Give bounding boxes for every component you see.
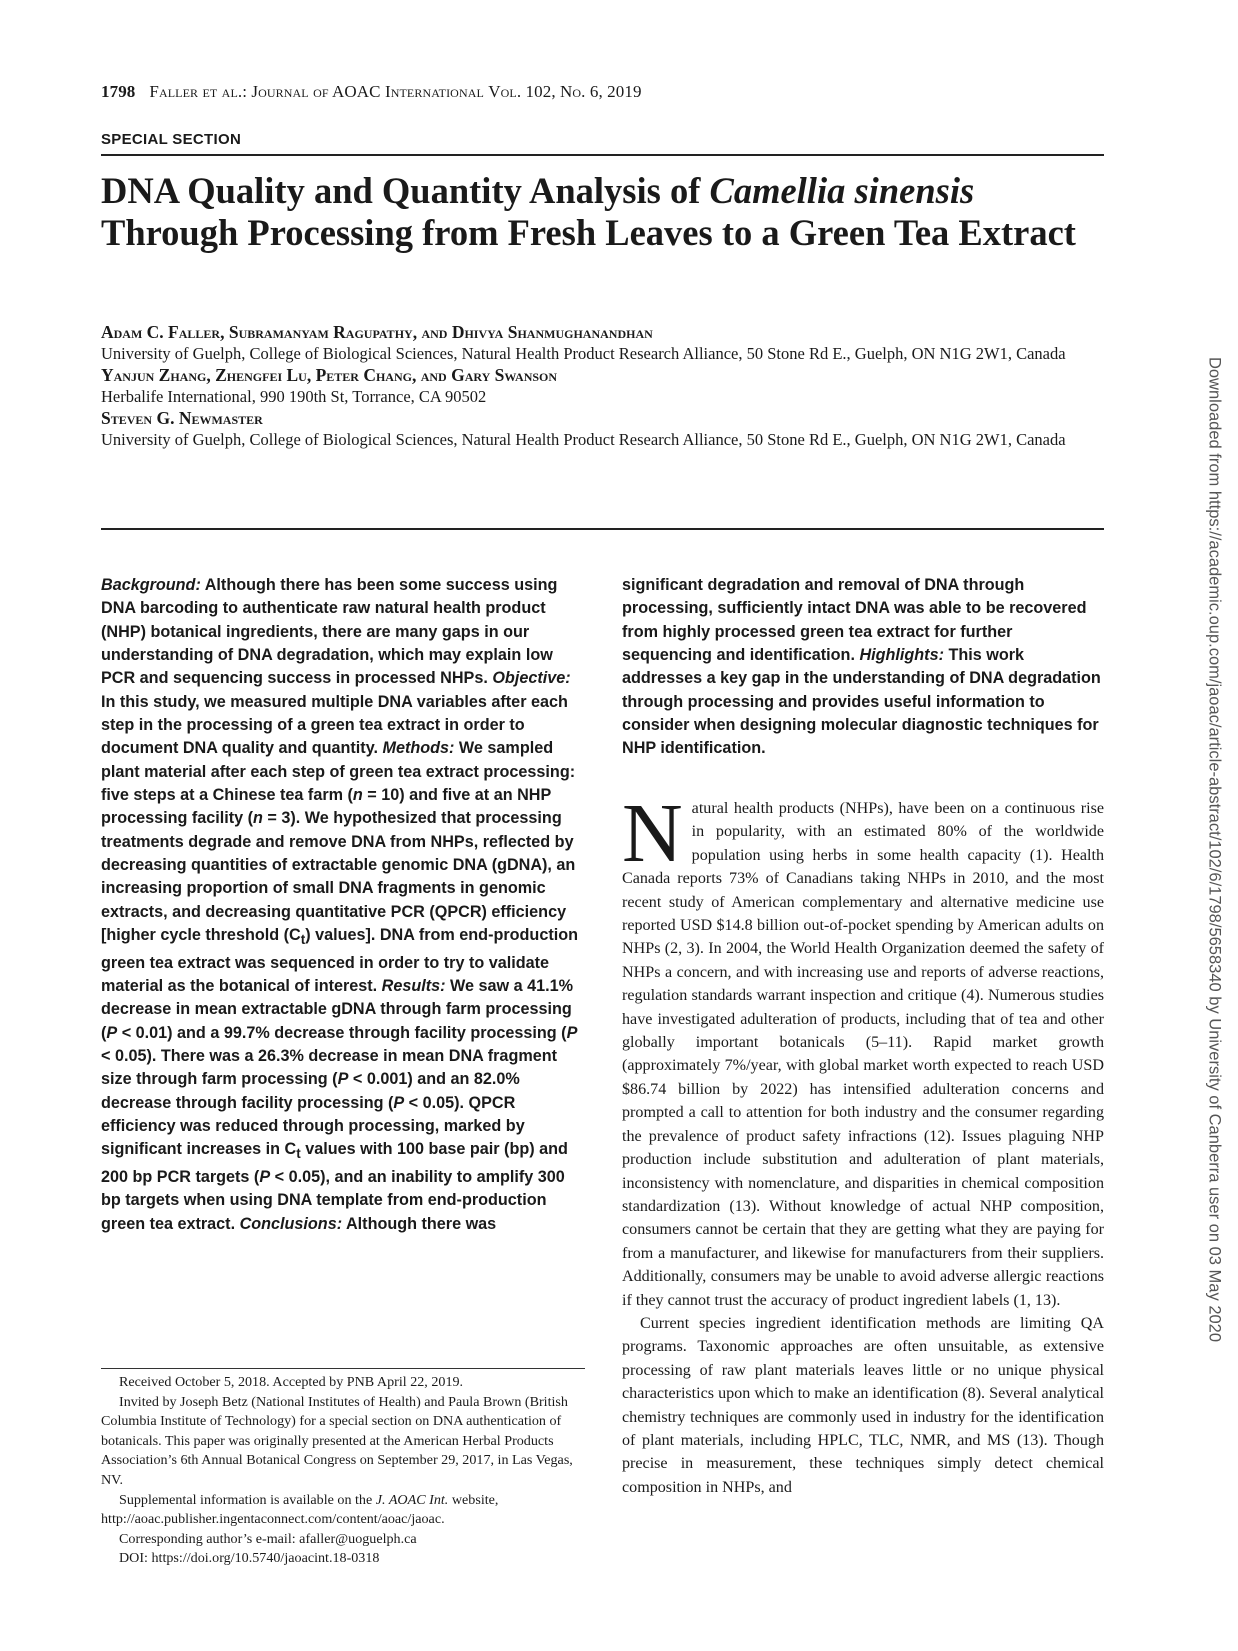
footnote-supplemental-text: Supplemental information is available on the [119,1491,376,1508]
download-notice: Downloaded from https://academic.oup.com/jaoac/article-abstract/102/6/1798/5658340 by University of Canberra user on 03 May 2020 [1205,356,1224,1343]
abstract-objective-label: Objective: [492,669,571,688]
p-symbol: P [337,1070,349,1089]
p-symbol: P [393,1093,405,1112]
footnote-doi[interactable]: DOI: https://doi.org/10.5740/jaoacint.18-0318 [119,1550,380,1567]
body-paragraph-1 [622,787,1104,1312]
footnote-journal: J. AOAC Int. [375,1491,449,1508]
footnote-received: Received October 5, 2018. Accepted by PNB April 22, 2019. [119,1374,464,1390]
section-label: SPECIAL SECTION [101,131,242,148]
author-names-3: Steven G. Newmaster [101,408,263,428]
p-symbol: P [566,1023,578,1042]
body-paragraph-2: Current species ingredient identification methods are limiting QA programs. Taxonomic approaches are often unsuitable, as extensive processing of raw plant materials leaves little or no unique physical characteristics upon which to make an identification (8). Several analytical chemistry techniques are commonly used in industry for the identification of plant materials, including HPLC, TLC, NMR, and MS (13). Though precise in measurement, these techniques simply detect chemical composition in NHPs, and [622,1314,1104,1496]
abstract-results: < 0.05), and an inability to amplify 300 bp targets when using DNA template from end-production green tea extract. [101,1168,565,1233]
abstract-highlights-label: Highlights: [859,646,944,665]
page-number: 1798 [101,82,136,101]
author-names-1: Adam C. Faller, Subramanyam Ragupathy, and Dhivya Shanmughanandhan [101,322,653,342]
abstract-objective: In this study, we measured multiple DNA variables after each step in the processing of a green tea extract in order to document DNA quality and quantity. [101,692,568,758]
drop-cap: N [622,787,683,880]
p-symbol: P [106,1023,118,1042]
abstract-background-label: Background: [101,576,201,594]
section-rule [101,154,1104,156]
ct-subscript: t [300,932,306,948]
running-head-authors: Faller et al. [149,82,243,101]
paragraph-text: atural health products (NHPs), have been on a continuous rise in popularity, with an estimated 80% of the worldwide population using herbs in some health capacity (1). Health Canada reports 73% of Canadians taking NHPs in 2010, and the most recent study of American complementary and alternative medicine use reported USD $14.8 billion out-of-pocket spending by American adults on NHPs (2, 3). In 2004, the World Health Organization deemed the safety of NHPs a concern, and with increasing use and reports of adverse reactions, regulation standards warrant inspection and critique (4). Numerous studies have investigated adulteration of products, including that of tea and other globally important botanicals (5–11). Rapid market growth (approximately 7%/year, with global market worth expected to reach USD $86.74 billion by 2022) has intensified adulteration concerns and prompted a call to attention for both industry and the consumer regarding the prevalence of product safety infractions (12). Issues plaguing NHP production include substitution and adulteration of plant materials, inconsistency with nomenclature, and disparities in chemical composition standardization (13). Without knowledge of actual NHP composition, consumers cannot be certain that they are getting what they are paying for from a manufacturer, and likewise for manufacturers from their suppliers. Additionally, consumers may be unable to avoid adverse allergic reactions if they cannot trust the accuracy of product ingredient labels (1, 13). [622,800,1104,1309]
abstract-conclusions: significant degradation and removal of DNA through processing, sufficiently intact DNA was able to be recovered from highly processed green tea extract for further sequencing and identification. [622,576,1087,665]
abstract-results: < 0.01) and a 99.7% decrease through facility processing ( [117,1023,567,1042]
abstract-continued [622,574,1104,761]
download-watermark [1200,330,1224,1370]
abstract-methods: = 10) and five at an NHP processing facility ( [101,786,551,828]
abstract-results: We saw a 41.1% decrease in mean extractable gDNA through farm processing ( [101,977,574,1042]
abstract-results: < 0.05). QPCR efficiency was reduced through processing, marked by significant increases in C [101,1093,525,1159]
footnote-email[interactable]: Corresponding author’s e-mail: afaller@uoguelph.ca [119,1530,417,1547]
n-symbol: n [352,786,363,805]
title-part2: Through Processing from Fresh Leaves to a Green Tea Extract [101,212,1076,253]
author-names-2: Yanjun Zhang, Zhengfei Lu, Peter Chang, and Gary Swanson [101,365,558,385]
abstract-results: < 0.05). There was a 26.3% decrease in mean DNA fragment size through farm processing ( [101,1047,558,1089]
abstract-results: values with 100 base pair (bp) and 200 bp PCR targets ( [101,1140,568,1187]
author-affiliation-3: University of Guelph, College of Biological Sciences, Natural Health Product Research Alliance, 50 Stone Rd E., Guelph, ON N1G 2W1, Canada [101,430,1066,449]
p-symbol: P [259,1168,271,1187]
n-symbol: n [253,809,263,828]
title-part1: DNA Quality and Quantity Analysis of [101,170,710,211]
abstract-results: < 0.001) and an 82.0% decrease through facility processing ( [101,1070,520,1112]
abstract-methods: We sampled plant material after each step of green tea extract processing: five steps at a Chinese tea farm ( [101,739,576,805]
abstract-highlights: This work addresses a key gap in the understanding of DNA degradation through processing and provides useful information to consider when designing molecular diagnostic techniques for NHP identification. [622,646,1101,758]
title-species: Camellia sinensis [709,170,975,211]
abstract [101,574,586,1236]
author-affiliation-2: Herbalife International, 990 190th St, Torrance, CA 90502 [101,387,487,406]
abstract-results-label: Results: [381,977,446,996]
body-text [622,787,1104,1499]
abstract-methods: = 3). We hypothesized that processing treatments degrade and remove DNA from NHPs, reflected by decreasing quantities of extractable genomic DNA (gDNA), an increasing proportion of small DNA fragments in genomic extracts, and decreasing quantitative PCR (QPCR) efficiency [higher cycle threshold (C [101,809,576,945]
footnote-invited: Invited by Joseph Betz (National Institutes of Health) and Paula Brown (British Columbia Institute of Technology) for a special section on DNA authentication of botanicals. This paper was originally presented at the American Herbal Products Association’s 6th Annual Botanical Congress on September 29, 2017, in Las Vegas, NV. [101,1393,573,1488]
footnote-rule [101,1368,585,1369]
abstract-background: Although there has been some success using DNA barcoding to authenticate raw natural health product (NHP) botanical ingredients, there are many gaps in our understanding of DNA degradation, which may explain low PCR and sequencing success in processed NHPs. [101,576,558,688]
footnotes [101,1373,587,1569]
footnote-supplemental-link[interactable]: website, http://aoac.publisher.ingentaconnect.com/content/aoac/jaoac. [101,1491,499,1528]
running-head [101,82,642,102]
abstract-conclusions-label: Conclusions: [239,1214,343,1233]
header-rule [101,528,1104,530]
running-head-colon: : [242,82,252,101]
abstract-methods-label: Methods: [382,739,455,758]
footnote-supplemental [101,1491,587,1530]
article-title [101,170,1101,254]
abstract-methods: ) values]. DNA from end-production green tea extract was sequenced in order to try to validate material as the botanical of interest. [101,926,578,996]
abstract-conclusions: Although there was [342,1214,497,1233]
running-head-volume: Vol. 102, No. 6, 2019 [488,82,642,101]
running-head-journal: Journal of AOAC International [251,82,484,101]
author-block [101,322,1101,451]
ct-subscript: t [296,1146,301,1162]
author-affiliation-1: University of Guelph, College of Biological Sciences, Natural Health Product Research Alliance, 50 Stone Rd E., Guelph, ON N1G 2W1, Canada [101,344,1066,363]
